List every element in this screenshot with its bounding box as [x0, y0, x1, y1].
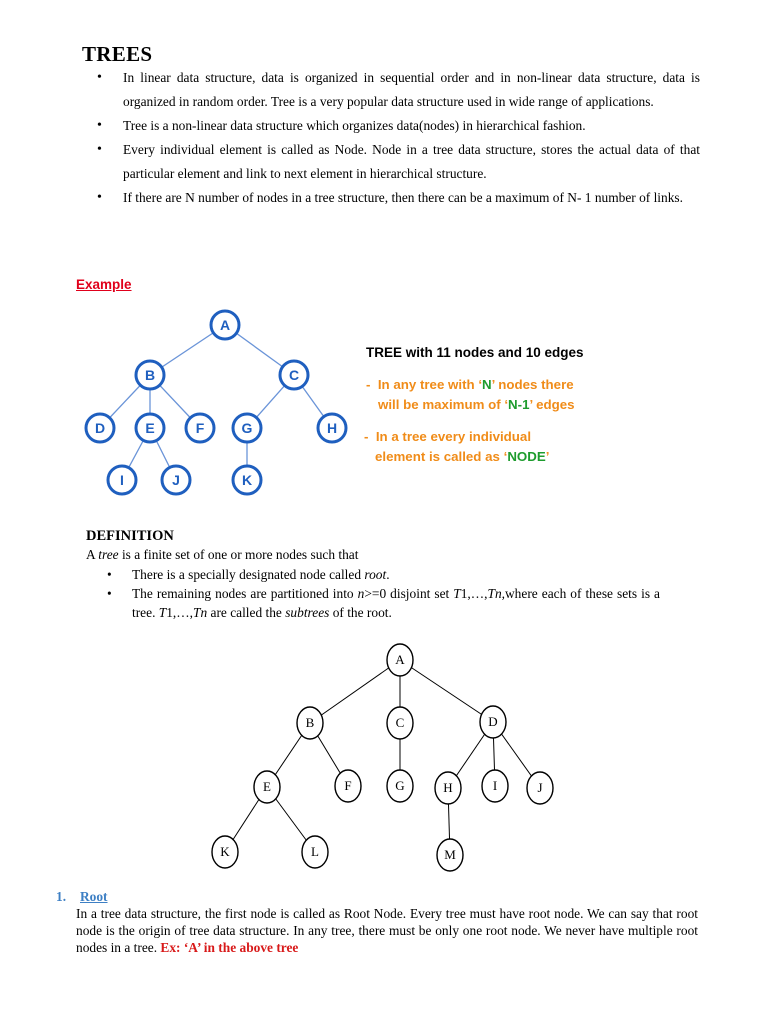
svg-text:E: E: [263, 779, 271, 794]
note-dash: -: [366, 377, 371, 392]
tree-note-node: [364, 427, 549, 467]
definition-heading: DEFINITION: [86, 528, 174, 544]
tree-node-k: [233, 466, 261, 494]
svg-text:M: M: [444, 847, 456, 862]
intro-bullet: • If there are N number of nodes in a tree structure, then there can be a maximum of N- 1 number of links.: [88, 186, 700, 210]
tree-node-k: [212, 836, 238, 868]
svg-text:E: E: [145, 420, 155, 436]
svg-text:K: K: [241, 472, 253, 488]
note-highlight-node: NODE: [507, 449, 546, 464]
svg-text:J: J: [537, 780, 543, 795]
tree-caption: TREE with 11 nodes and 10 edges: [366, 345, 584, 360]
definition-intro: A tree is a finite set of one or more nodes such that: [86, 547, 359, 562]
tree-node-e: [136, 414, 164, 442]
intro-bullet-list: [88, 66, 700, 210]
note-highlight-n: N: [482, 377, 492, 392]
svg-text:C: C: [395, 715, 405, 730]
root-paragraph: [76, 905, 698, 956]
svg-text:K: K: [220, 844, 230, 859]
edge-a-b: [310, 660, 400, 723]
example-tree-diagram: [70, 300, 360, 505]
tree-node-d: [480, 706, 506, 738]
example-label: Example: [76, 277, 132, 292]
note-text: In a tree every individual: [375, 429, 532, 444]
edge-a-d: [400, 660, 493, 722]
tree-node-h: [435, 772, 461, 804]
svg-text:J: J: [172, 472, 180, 488]
tree-node-g: [387, 770, 413, 802]
note-text: ’ nodes there: [491, 377, 574, 392]
svg-text:I: I: [492, 778, 498, 793]
intro-bullet: • In linear data structure, data is organized in sequential order and in non-linear data structure, data is organized in random order. Tree is a very popular data structure used in wide range of applications.: [88, 66, 700, 114]
intro-bullet: • Tree is a non-linear data structure which organizes data(nodes) in hierarchical fashion.: [88, 114, 700, 138]
tree-node-j: [527, 772, 553, 804]
tree-node-e: [254, 771, 280, 803]
tree-node-a: [211, 311, 239, 339]
svg-text:B: B: [305, 715, 315, 730]
tree-node-c: [387, 707, 413, 739]
tree-node-a: [387, 644, 413, 676]
definition-bullet: • The remaining nodes are partitioned into n>=0 disjoint set T1,…,Tn,where each of these sets is a tree. T1,…,Tn are called the subtrees of the root.: [100, 584, 660, 622]
svg-text:F: F: [195, 420, 205, 436]
svg-text:A: A: [395, 652, 405, 667]
note-text: ’: [545, 449, 550, 464]
page-title: TREES: [82, 42, 153, 66]
note-text: ’ edges: [529, 397, 575, 412]
definition-bullet: • There is a specially designated node called root.: [100, 565, 660, 584]
note-text: element is called as ‘: [375, 449, 508, 464]
svg-text:F: F: [344, 778, 352, 793]
tree-note-edges: [366, 375, 575, 415]
svg-text:D: D: [488, 714, 498, 729]
tree-node-f: [335, 770, 361, 802]
svg-text:G: G: [241, 420, 253, 436]
tree-node-f: [186, 414, 214, 442]
tree-node-m: [437, 839, 463, 871]
note-text: will be maximum of ‘: [378, 397, 509, 412]
tree-node-b: [297, 707, 323, 739]
tree-node-j: [162, 466, 190, 494]
svg-text:D: D: [94, 420, 106, 436]
tree-node-l: [302, 836, 328, 868]
tree-node-i: [482, 770, 508, 802]
root-example: Ex: ‘A’ in the above tree: [160, 940, 299, 955]
section-title-root: Root: [80, 889, 108, 904]
tree-node-i: [108, 466, 136, 494]
definition-tree-diagram: [200, 640, 570, 880]
svg-text:B: B: [144, 367, 156, 383]
note-highlight-n1: N-1: [508, 397, 530, 412]
tree-node-c: [280, 361, 308, 389]
svg-text:C: C: [288, 367, 300, 383]
tree-node-d: [86, 414, 114, 442]
svg-text:A: A: [219, 317, 231, 333]
svg-text:G: G: [395, 778, 405, 793]
tree-node-g: [233, 414, 261, 442]
svg-text:H: H: [443, 780, 453, 795]
root-text: In a tree data structure, the first node is called as Root Node. Every tree must have root node. We can say that root node is the origin of tree data structure. In any tree, there must be only one root node. We never have multiple root nodes in a tree.: [76, 906, 698, 955]
svg-text:I: I: [120, 472, 124, 488]
intro-bullet: • Every individual element is called as Node. Node in a tree data structure, stores the actual data of that particular element and link to next element in hierarchical structure.: [88, 138, 700, 186]
svg-text:H: H: [326, 420, 338, 436]
definition-bullet-list: [100, 565, 660, 622]
tree-node-h: [318, 414, 346, 442]
note-dash: -: [364, 429, 369, 444]
tree-node-b: [136, 361, 164, 389]
note-text: In any tree with ‘: [377, 377, 483, 392]
svg-text:L: L: [311, 844, 319, 859]
section-number: 1.: [56, 889, 67, 904]
